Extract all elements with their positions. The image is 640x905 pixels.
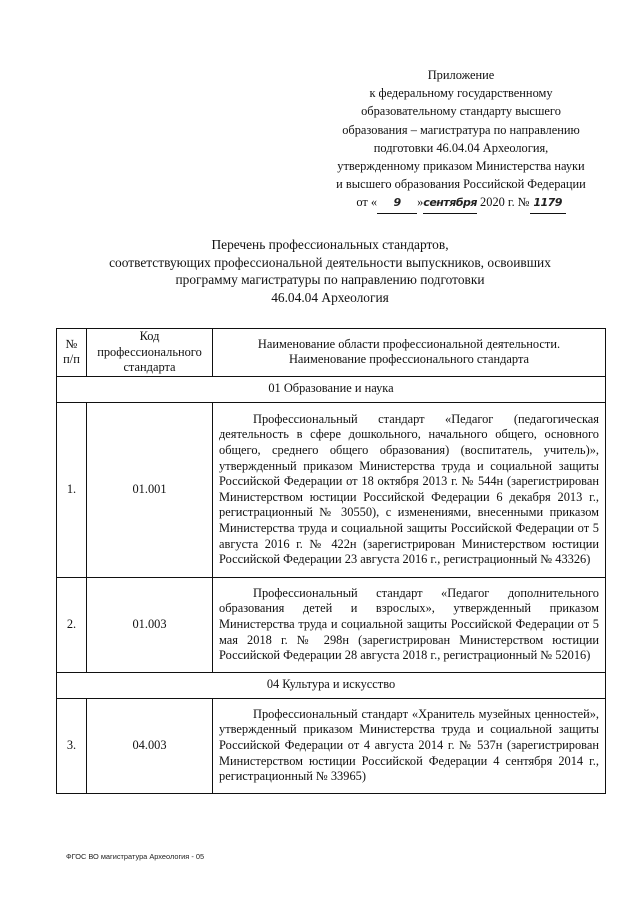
- row-standard-text: Профессиональный стандарт «Педагог дополнительного образования детей и взрослых», утвержденный приказом Министерства труда и социальной защиты Российской Федерации от 5 мая 2018 г. № 298н (зарегистрирован Министерством юстиции Российской Федерации 28 августа 2018 г., регистрационный № 52016): [219, 585, 599, 663]
- header-num-abbr: п/п: [63, 352, 80, 367]
- handwritten-number: 1179: [530, 193, 566, 213]
- appendix-line: образования – магистратура по направлению: [342, 122, 580, 137]
- header-name-line: Наименование профессионального стандарта: [288, 352, 530, 367]
- row-standard-name: [213, 402, 606, 577]
- section-title: 04 Культура и искусство: [57, 672, 606, 698]
- appendix-block: [318, 66, 604, 214]
- section-row: [57, 672, 606, 698]
- appendix-line: Приложение: [427, 68, 495, 82]
- header-name-line: Наименование области профессиональной деятельности.: [257, 336, 561, 351]
- title-line: Перечень профессиональных стандартов,: [211, 237, 449, 252]
- row-code: 01.001: [87, 402, 213, 577]
- date-prefix: от «: [356, 195, 378, 210]
- header-num: [57, 329, 87, 377]
- section-title: 01 Образование и наука: [57, 376, 606, 402]
- row-num: 3.: [57, 698, 87, 793]
- table-row: [57, 402, 606, 577]
- row-standard-text: Профессиональный стандарт «Педагог (педагогическая деятельность в сфере дошкольного, начального общего, основного общего, среднего общего образования) (воспитатель, учитель)», утвержденный приказом Министерства труда и социальной защиты Российской Федерации от 18 октября 2013 г. № 544н (зарегистрирован Министерством юстиции Российской Федерации 6 декабря 2013 г., регистрационный № 30550), с изменениями, внесенными приказом Министерства труда и социальной защиты Российской Федерации от 5 августа 2016 г. № 422н (зарегистрирован Министерством юстиции Российской Федерации 23 августа 2016 г., регистрационный № 43326): [219, 411, 599, 567]
- row-standard-name: [213, 698, 606, 793]
- appendix-line: подготовки 46.04.04 Археология,: [373, 140, 549, 155]
- page-footer: ФГОС ВО магистратура Археология - 05: [66, 852, 205, 861]
- header-num-sign: №: [65, 336, 78, 351]
- table-row: [57, 577, 606, 672]
- handwritten-day: 9: [377, 193, 417, 213]
- appendix-date-line: [318, 193, 604, 213]
- row-standard-name: [213, 577, 606, 672]
- appendix-line: к федеральному государственному: [369, 86, 553, 101]
- appendix-line: и высшего образования Российской Федерации: [336, 177, 586, 192]
- standards-table: [56, 328, 606, 794]
- title-line: программу магистратуры по направлению подготовки: [175, 272, 485, 288]
- row-standard-text: Профессиональный стандарт «Хранитель музейных ценностей», утвержденный приказом Министерства труда и социальной защиты Российской Федерации от 4 августа 2014 г. № 537н (зарегистрирован Министерством юстиции Российской Федерации 4 сентября 2014 г., регистрационный № 33965): [219, 706, 599, 784]
- appendix-line: образовательному стандарту высшего: [361, 104, 561, 119]
- row-num: 1.: [57, 402, 87, 577]
- date-mid: »: [417, 195, 424, 210]
- table-header-row: [57, 329, 606, 377]
- date-year: 2020 г. №: [480, 195, 530, 210]
- row-code: 04.003: [87, 698, 213, 793]
- table-row: [57, 698, 606, 793]
- row-code: 01.003: [87, 577, 213, 672]
- header-name: [213, 329, 606, 377]
- row-num: 2.: [57, 577, 87, 672]
- header-code: Код профессионального стандарта: [87, 329, 213, 377]
- title-line: 46.04.04 Археология: [271, 289, 389, 305]
- document-title: [60, 236, 600, 306]
- handwritten-month: сентября: [423, 193, 477, 213]
- appendix-line: утвержденному приказом Министерства науки: [337, 159, 585, 174]
- section-row: [57, 376, 606, 402]
- title-line: соответствующих профессиональной деятельности выпускников, освоивших: [109, 254, 551, 270]
